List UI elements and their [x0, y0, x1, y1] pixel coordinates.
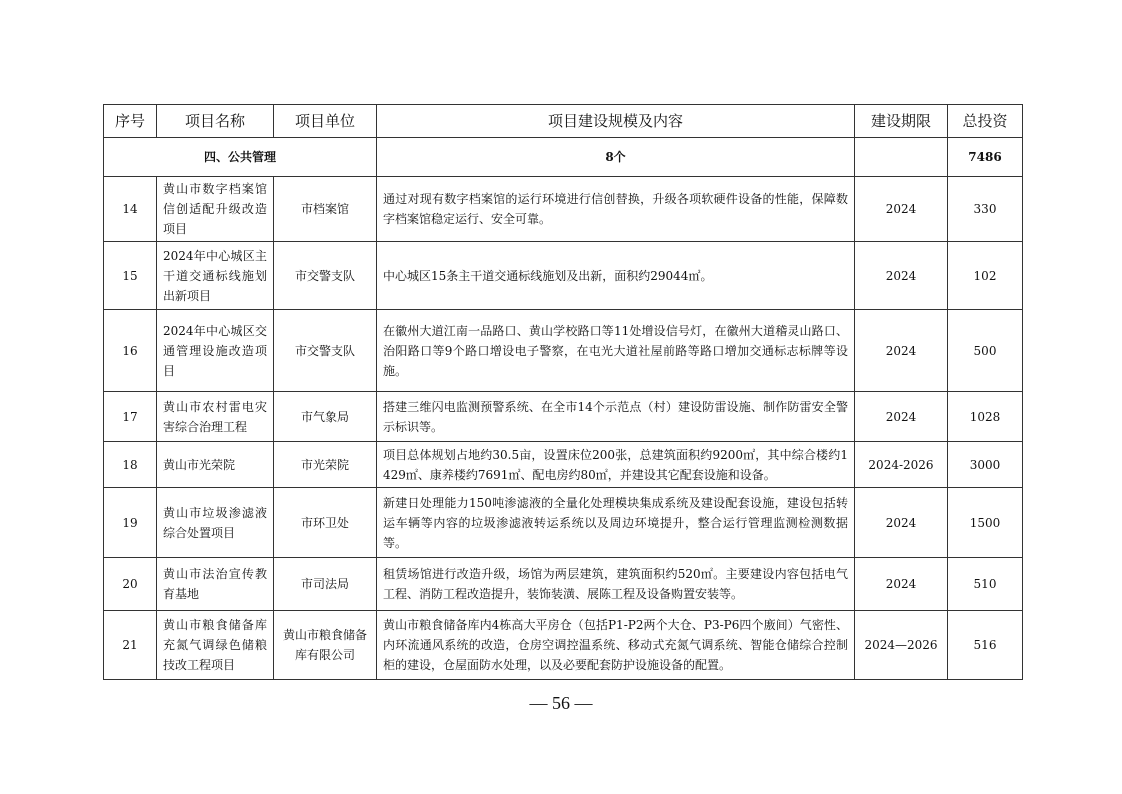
- row-no: 18: [104, 442, 157, 488]
- row-no: 19: [104, 488, 157, 558]
- header-period: 建设期限: [855, 105, 948, 138]
- row-no: 17: [104, 392, 157, 442]
- section-title: 四、公共管理: [104, 138, 377, 177]
- row-name: 2024年中心城区交通管理设施改造项目: [157, 310, 274, 392]
- table-row: [104, 177, 1023, 242]
- row-content: 通过对现有数字档案馆的运行环境进行信创替换，升级各项软硬件设备的性能，保障数字档案馆稳定运行、安全可靠。: [377, 177, 855, 242]
- table-row: [104, 488, 1023, 558]
- row-content: 项目总体规划占地约30.5亩，设置床位200张，总建筑面积约9200㎡，其中综合楼约1429㎡、康养楼约7691㎡、配电房约80㎡，并建设其它配套设施和设备。: [377, 442, 855, 488]
- row-content: 搭建三维闪电监测预警系统、在全市14个示范点（村）建设防雷设施、制作防雷安全警示标识等。: [377, 392, 855, 442]
- row-content: 租赁场馆进行改造升级，场馆为两层建筑，建筑面积约520㎡。主要建设内容包括电气工程、消防工程改造提升，装饰装潢、展陈工程及设备购置安装等。: [377, 558, 855, 611]
- header-unit: 项目单位: [274, 105, 377, 138]
- header-content: 项目建设规模及内容: [377, 105, 855, 138]
- row-investment: 330: [948, 177, 1023, 242]
- row-unit: 市气象局: [274, 392, 377, 442]
- row-investment: 500: [948, 310, 1023, 392]
- row-period: 2024: [855, 242, 948, 310]
- row-investment: 102: [948, 242, 1023, 310]
- section-period-empty: [855, 138, 948, 177]
- row-no: 20: [104, 558, 157, 611]
- row-name: 黄山市数字档案馆信创适配升级改造项目: [157, 177, 274, 242]
- row-investment: 1500: [948, 488, 1023, 558]
- row-no: 21: [104, 611, 157, 680]
- row-unit: 市交警支队: [274, 242, 377, 310]
- table-header-row: [104, 105, 1023, 138]
- row-content: 在徽州大道江南一品路口、黄山学校路口等11处增设信号灯，在徽州大道稽灵山路口、治阳路口等9个路口增设电子警察，在屯光大道社屋前路等路口增加交通标志标牌等设施。: [377, 310, 855, 392]
- row-period: 2024-2026: [855, 442, 948, 488]
- row-unit: 市档案馆: [274, 177, 377, 242]
- row-name: 黄山市光荣院: [157, 442, 274, 488]
- header-name: 项目名称: [157, 105, 274, 138]
- row-unit: 市交警支队: [274, 310, 377, 392]
- section-count: 8个: [377, 138, 855, 177]
- table-row: [104, 392, 1023, 442]
- section-total: 7486: [948, 138, 1023, 177]
- row-unit: 市环卫处: [274, 488, 377, 558]
- row-name: 黄山市垃圾渗滤液综合处置项目: [157, 488, 274, 558]
- row-no: 15: [104, 242, 157, 310]
- project-table: [103, 104, 1023, 680]
- row-no: 16: [104, 310, 157, 392]
- header-investment: 总投资: [948, 105, 1023, 138]
- row-unit: 市光荣院: [274, 442, 377, 488]
- row-content: 黄山市粮食储备库内4栋高大平房仓（包括P1-P2两个大仓、P3-P6四个廒间）气密性、内环流通风系统的改造，仓房空调控温系统、移动式充氮气调系统、智能仓储综合控制柜的建设，仓屋面防水处理，以及必要配套防护设施设备的配置。: [377, 611, 855, 680]
- table-row: [104, 242, 1023, 310]
- row-investment: 516: [948, 611, 1023, 680]
- row-name: 黄山市法治宣传教育基地: [157, 558, 274, 611]
- table-row: [104, 310, 1023, 392]
- row-unit: 市司法局: [274, 558, 377, 611]
- row-investment: 1028: [948, 392, 1023, 442]
- row-period: 2024: [855, 488, 948, 558]
- row-investment: 510: [948, 558, 1023, 611]
- section-row: [104, 138, 1023, 177]
- row-period: 2024: [855, 177, 948, 242]
- header-no: 序号: [104, 105, 157, 138]
- row-content: 新建日处理能力150吨渗滤液的全量化处理模块集成系统及建设配套设施，建设包括转运车辆等内容的垃圾渗滤液转运系统以及周边环境提升，整合运行管理监测检测数据等。: [377, 488, 855, 558]
- row-period: 2024—2026: [855, 611, 948, 680]
- row-name: 黄山市农村雷电灾害综合治理工程: [157, 392, 274, 442]
- table-row: [104, 558, 1023, 611]
- row-no: 14: [104, 177, 157, 242]
- table-row: [104, 611, 1023, 680]
- row-period: 2024: [855, 310, 948, 392]
- row-period: 2024: [855, 558, 948, 611]
- row-investment: 3000: [948, 442, 1023, 488]
- row-name: 2024年中心城区主干道交通标线施划出新项目: [157, 242, 274, 310]
- row-content: 中心城区15条主干道交通标线施划及出新，面积约29044㎡。: [377, 242, 855, 310]
- row-period: 2024: [855, 392, 948, 442]
- page-number: — 56 —: [529, 693, 593, 713]
- row-unit: 黄山市粮食储备库有限公司: [274, 611, 377, 680]
- table-row: [104, 442, 1023, 488]
- row-name: 黄山市粮食储备库充氮气调绿色储粮技改工程项目: [157, 611, 274, 680]
